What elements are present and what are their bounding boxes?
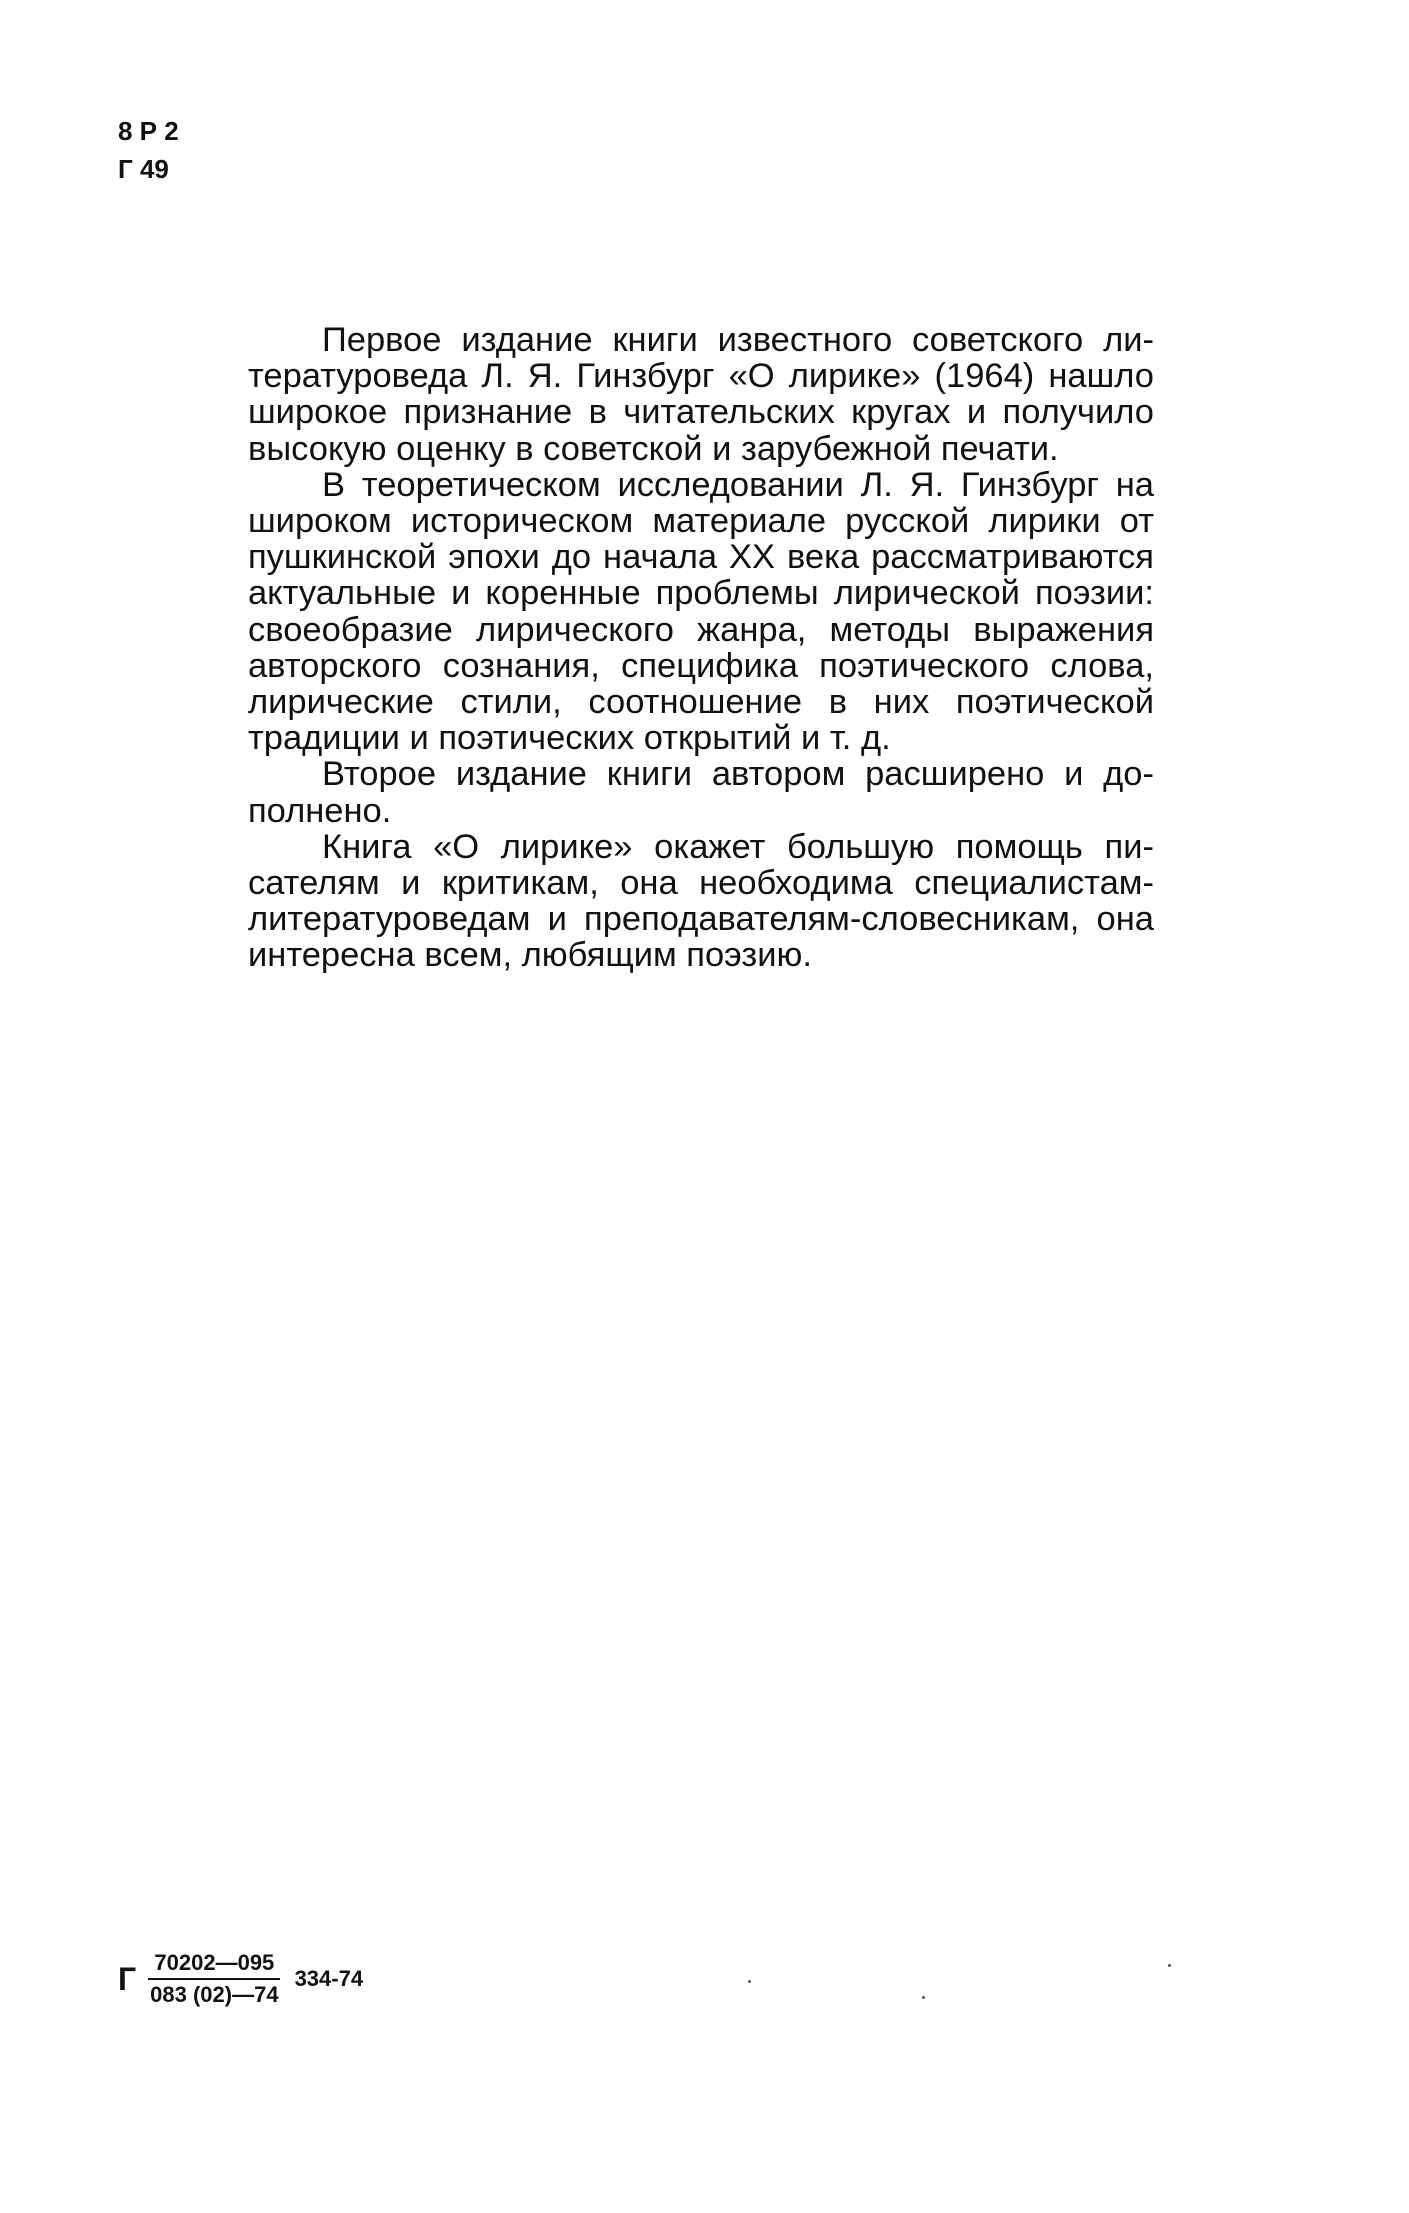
speck — [748, 1980, 751, 1983]
annotation-paragraph: Первое издание книги известного советского литературоведа Л. Я. Гинзбург «О лирике» (1964) нашло широкое признание в читательских кругах и получило высокую оценку в советской и зарубежной печати. — [248, 321, 1154, 468]
annotation-paragraph: Второе издание книги автором расширено и дополнено. — [248, 755, 1154, 830]
speck — [1168, 1964, 1171, 1967]
imprint-numerator: 70202—095 — [148, 1950, 280, 1980]
imprint-letter: Г — [118, 1960, 137, 1997]
imprint-order-number: 334-74 — [294, 1966, 364, 1991]
library-classification — [118, 112, 179, 188]
imprint-fraction — [144, 1950, 284, 2008]
author-mark: Г 49 — [118, 154, 169, 184]
speck — [922, 1996, 925, 1999]
annotation-paragraph: В теоретическом исследовании Л. Я. Гинзбург на широком историческом материале русской лирики от пушкинской эпохи до начала XX века рассматриваются актуальные и коренные проблемы лирической поэзии: своеобразие лирического жанра, методы выражения авторского сознания, специфика поэтического слова, лирические стили, соотношение в них поэтической традиции и поэтических открытий и т. д. — [248, 465, 1154, 758]
imprint-denominator: 083 (02)—74 — [150, 1982, 279, 2007]
classification-code: 8 Р 2 — [118, 116, 179, 146]
annotation-paragraph: Книга «О лирике» окажет большую помощь писателям и критикам, она необходима специалистам-литературоведам и преподавателям-словесникам, она интересна всем, любящим поэзию. — [248, 827, 1154, 975]
publication-imprint-code — [118, 1950, 363, 2008]
book-annotation — [248, 322, 1154, 974]
